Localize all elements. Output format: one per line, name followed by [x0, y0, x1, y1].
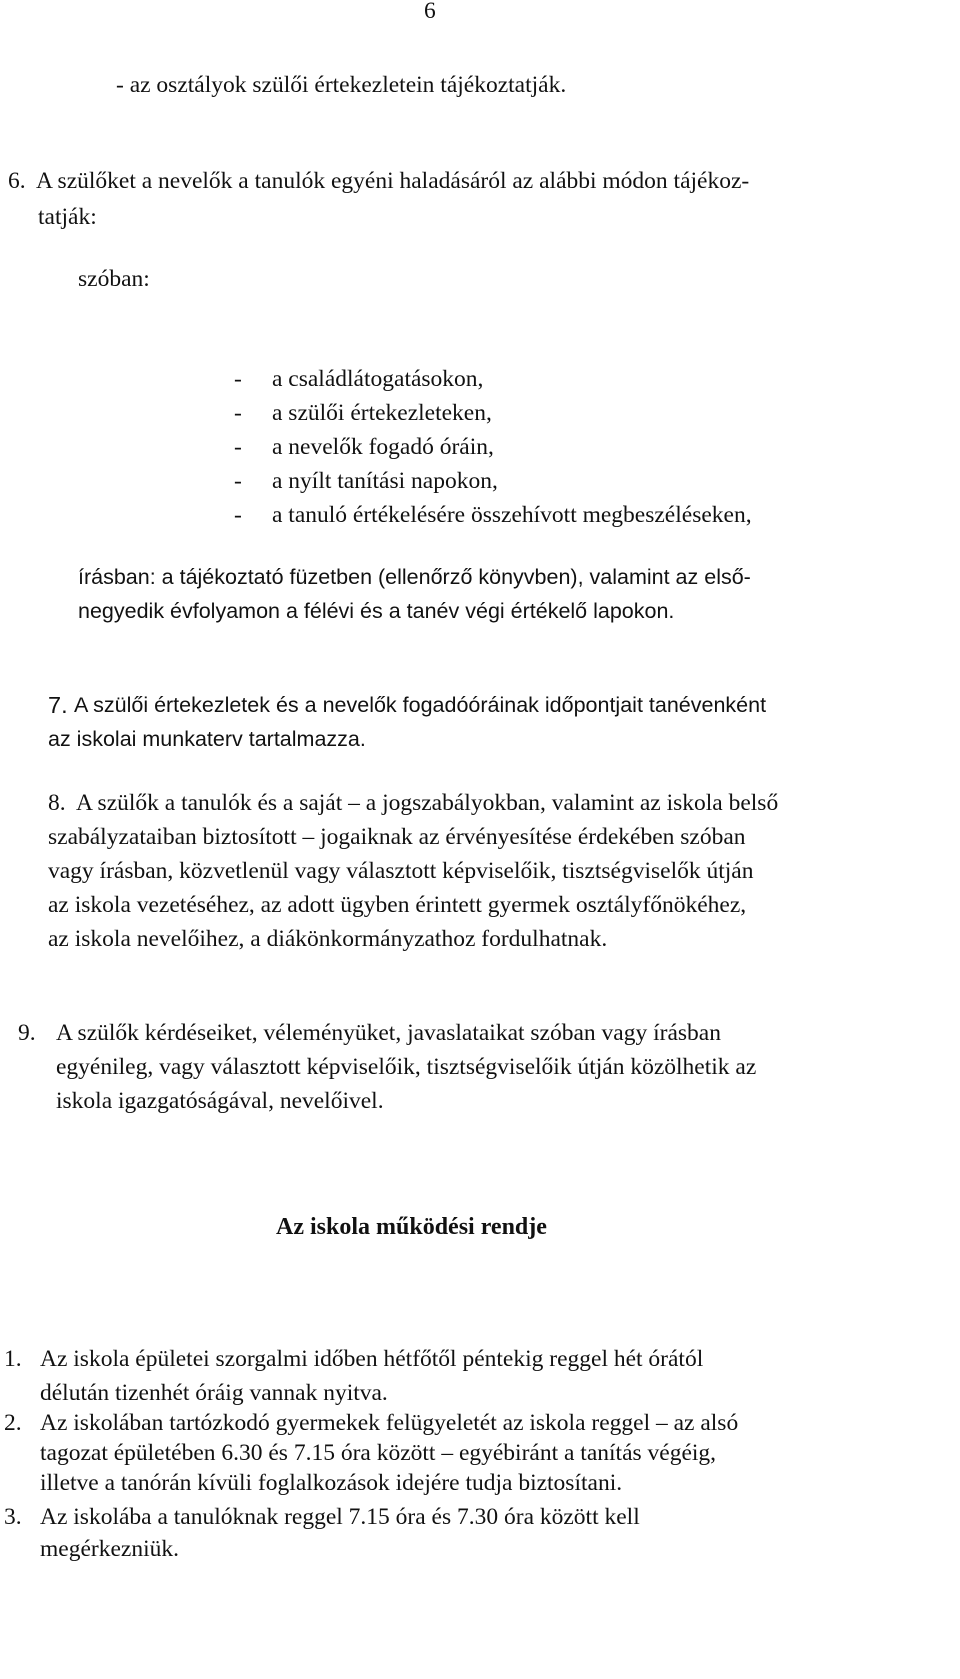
oral-item-4: a nyílt tanítási napokon,: [272, 468, 498, 494]
item8-line4: az iskola vezetéséhez, az adott ügyben érintett gyermek osztályfőnökéhez,: [48, 892, 747, 918]
item6-line1: A szülőket a nevelők a tanulók egyéni haladásáról az alábbi módon tájékoz-: [36, 168, 750, 194]
item9-line1: A szülők kérdéseiket, véleményüket, javaslataikat szóban vagy írásban: [56, 1020, 721, 1046]
oral-item-2: a szülői értekezleteken,: [272, 400, 492, 426]
page-number: 6: [424, 0, 436, 24]
oral-item-3: a nevelők fogadó óráin,: [272, 434, 494, 460]
rule1-line1: Az iskola épületei szorgalmi időben hétfőtől péntekig reggel hét órától: [40, 1346, 704, 1372]
item6-line2: tatják:: [38, 204, 97, 230]
rule1-number: 1.: [4, 1346, 22, 1372]
rule1-line2: délután tizenhét óráig vannak nyitva.: [40, 1380, 388, 1406]
rule2-line3: illetve a tanórán kívüli foglalkozások idejére tudja biztosítani.: [40, 1470, 623, 1496]
written-line1: írásban: a tájékoztató füzetben (ellenőrző könyvben), valamint az első-: [78, 565, 751, 589]
rule2-line2: tagozat épületében 6.30 és 7.15 óra között – egyébiránt a tanítás végéig,: [40, 1440, 717, 1466]
item9-line2: egyénileg, vagy választott képviselőik, tisztségviselőik útján közölhetik az: [56, 1054, 757, 1080]
item8-line1: A szülők a tanulók és a saját – a jogszabályokban, valamint az iskola belső: [76, 790, 779, 816]
section-title: Az iskola működési rendje: [276, 1214, 547, 1240]
oral-item-1: a családlátogatásokon,: [272, 366, 484, 392]
rule3-line2: megérkezniük.: [40, 1536, 179, 1562]
rule3-number: 3.: [4, 1504, 22, 1530]
rule3-line1: Az iskolába a tanulóknak reggel 7.15 óra és 7.30 óra között kell: [40, 1504, 640, 1530]
oral-item-5: a tanuló értékelésére összehívott megbeszéléseken,: [272, 502, 752, 528]
rule2-line1: Az iskolában tartózkodó gyermekek felügyeletét az iskola reggel – az alsó: [40, 1410, 739, 1436]
item9-number: 9.: [18, 1020, 36, 1046]
intro-line: - az osztályok szülői értekezletein tájékoztatják.: [116, 72, 567, 98]
item8-line5: az iskola nevelőihez, a diákönkormányzathoz fordulhatnak.: [48, 926, 608, 952]
oral-bullet-2: -: [234, 400, 242, 426]
oral-bullet-4: -: [234, 468, 242, 494]
oral-bullet-1: -: [234, 366, 242, 392]
item7-line2: az iskolai munkaterv tartalmazza.: [48, 727, 366, 751]
item8-line3: vagy írásban, közvetlenül vagy választott képviselőik, tisztségviselők útján: [48, 858, 754, 884]
oral-bullet-5: -: [234, 502, 242, 528]
item8-line2: szabályzataiban biztosított – jogaiknak az érvényesítése érdekében szóban: [48, 824, 746, 850]
oral-label: szóban:: [78, 266, 150, 292]
item8-number: 8.: [48, 790, 66, 816]
item7-number: 7.: [48, 692, 68, 718]
item7-line1: A szülői értekezletek és a nevelők fogadóóráinak időpontjait tanévenként: [74, 693, 767, 717]
rule2-number: 2.: [4, 1410, 22, 1436]
item6-number: 6.: [8, 168, 26, 194]
oral-bullet-3: -: [234, 434, 242, 460]
item9-line3: iskola igazgatóságával, nevelőivel.: [56, 1088, 384, 1114]
written-line2: negyedik évfolyamon a félévi és a tanév végi értékelő lapokon.: [78, 599, 675, 623]
